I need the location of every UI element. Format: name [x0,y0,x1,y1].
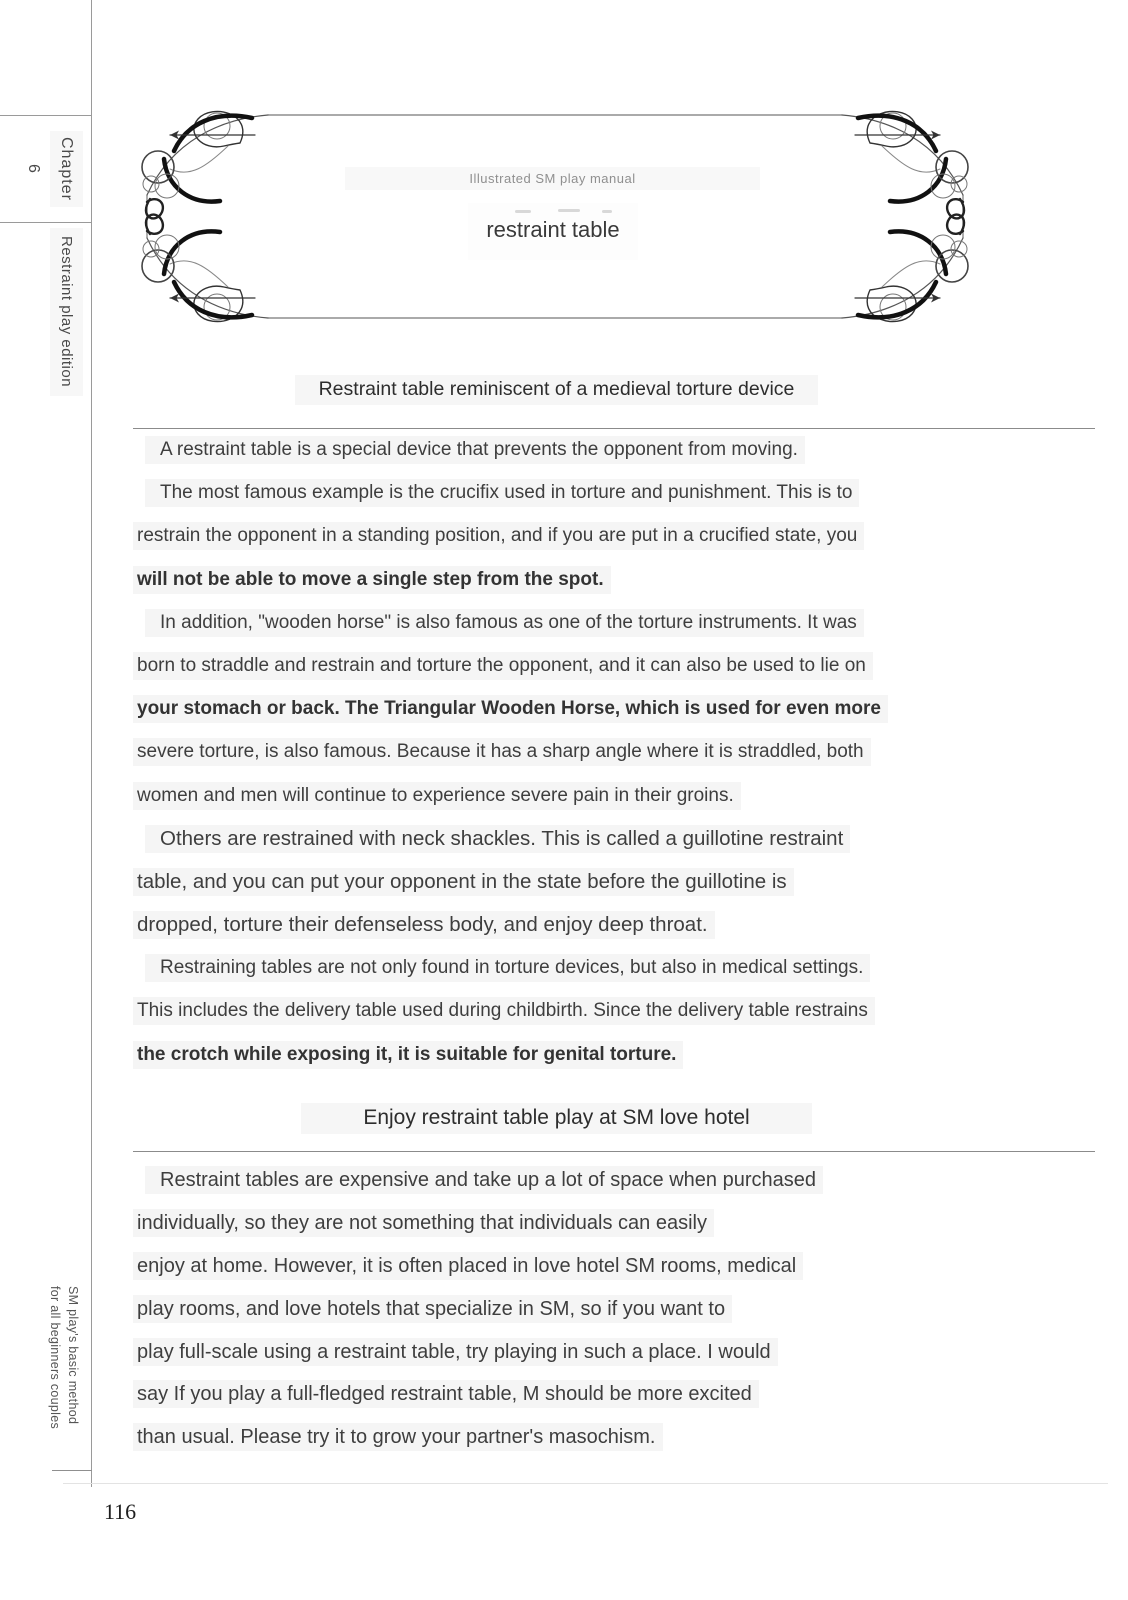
body-line [133,1166,1033,1209]
body-line-text: individually, so they are not something that individuals can easily [133,1209,714,1237]
body-line-text: dropped, torture their defenseless body, and enjoy deep throat. [133,911,715,939]
body-line-text: the crotch while exposing it, it is suitable for genital torture. [133,1041,683,1069]
section1-heading: Restraint table reminiscent of a medieval torture device [295,375,819,405]
body-line [133,1380,1033,1423]
flourish-top-right-icon [842,111,968,218]
body-line [133,436,1033,479]
body-line [133,566,1033,609]
body-line [133,1252,1033,1295]
flourish-bottom-left-icon [142,215,268,322]
body-line [133,954,1033,997]
body-line [133,479,1033,522]
body-line-text: your stomach or back. The Triangular Wooden Horse, which is used for even more [133,695,888,723]
body-line-text: play full-scale using a restraint table, try playing in such a place. I would [133,1338,778,1366]
section2-heading-rule [133,1151,1095,1152]
chapter-box-top-rule [0,115,91,116]
body-line-text: severe torture, is also famous. Because it has a sharp angle where it is straddled, both [133,738,871,766]
body-line [133,997,1033,1040]
body-line [133,522,1033,565]
section2-body [133,1166,1033,1466]
footer-vertical-line2: for all beginners couples [48,1286,62,1429]
erased-text-smudge [558,209,580,212]
body-line [133,1423,1033,1466]
page-title: restraint table [486,217,620,242]
chapter-label: Chapter 6 [50,131,83,207]
footer-vertical-line1: SM play's basic method [66,1286,80,1425]
body-line [133,609,1033,652]
page-number: 116 [104,1499,137,1524]
erased-text-smudge [515,210,531,213]
body-line-text: The most famous example is the crucifix used in torture and punishment. This is to [145,479,859,507]
body-line-text: A restraint table is a special device that prevents the opponent from moving. [145,436,805,464]
body-line [133,782,1033,825]
section2-heading-row [133,1103,980,1134]
section1-body [133,436,1033,1084]
flourish-top-left-icon [142,111,268,218]
erased-text-smudge [602,210,612,213]
flourish-bottom-right-icon [842,215,968,322]
series-label: Illustrated SM play manual [345,167,760,190]
body-line-text: In addition, "wooden horse" is also famous as one of the torture instruments. It was [145,609,864,637]
body-line [133,1338,1033,1381]
body-line [133,911,1033,954]
body-line-text: say If you play a full-fledged restraint table, M should be more excited [133,1380,759,1408]
body-line [133,652,1033,695]
chapter-box-bottom-rule [0,222,91,223]
body-line-text: will not be able to move a single step from the spot. [133,566,611,594]
section1-heading-row [133,375,980,405]
body-line-text: Restraint tables are expensive and take up a lot of space when purchased [145,1166,823,1194]
sidebar-vertical-rule [91,0,92,1487]
footer-vertical-text-rule [52,1470,92,1471]
body-line-text: This includes the delivery table used during childbirth. Since the delivery table restrains [133,997,875,1025]
body-line [133,1209,1033,1252]
body-line-text: than usual. Please try it to grow your partner's masochism. [133,1423,663,1451]
footer-vertical-text [42,1286,82,1464]
body-line-text: women and men will continue to experience severe pain in their groins. [133,782,741,810]
footer-faint-rule [63,1483,1108,1484]
section2-heading: Enjoy restraint table play at SM love hotel [301,1103,811,1134]
section1-heading-rule [133,428,1095,429]
body-line [133,738,1033,781]
body-line-text: table, and you can put your opponent in the state before the guillotine is [133,868,794,896]
body-line [133,868,1033,911]
body-line [133,695,1033,738]
body-line [133,1295,1033,1338]
body-line-text: Others are restrained with neck shackles. This is called a guillotine restraint [145,825,850,853]
body-line-text: play rooms, and love hotels that specialize in SM, so if you want to [133,1295,732,1323]
edition-label: Restraint play edition [50,228,83,396]
body-line [133,1041,1033,1084]
body-line-text: Restraining tables are not only found in torture devices, but also in medical settings. [145,954,870,982]
body-line-text: enjoy at home. However, it is often placed in love hotel SM rooms, medical [133,1252,803,1280]
body-line [133,825,1033,868]
body-line-text: restrain the opponent in a standing position, and if you are put in a crucified state, you [133,522,864,550]
body-line-text: born to straddle and restrain and torture the opponent, and it can also be used to lie on [133,652,873,680]
